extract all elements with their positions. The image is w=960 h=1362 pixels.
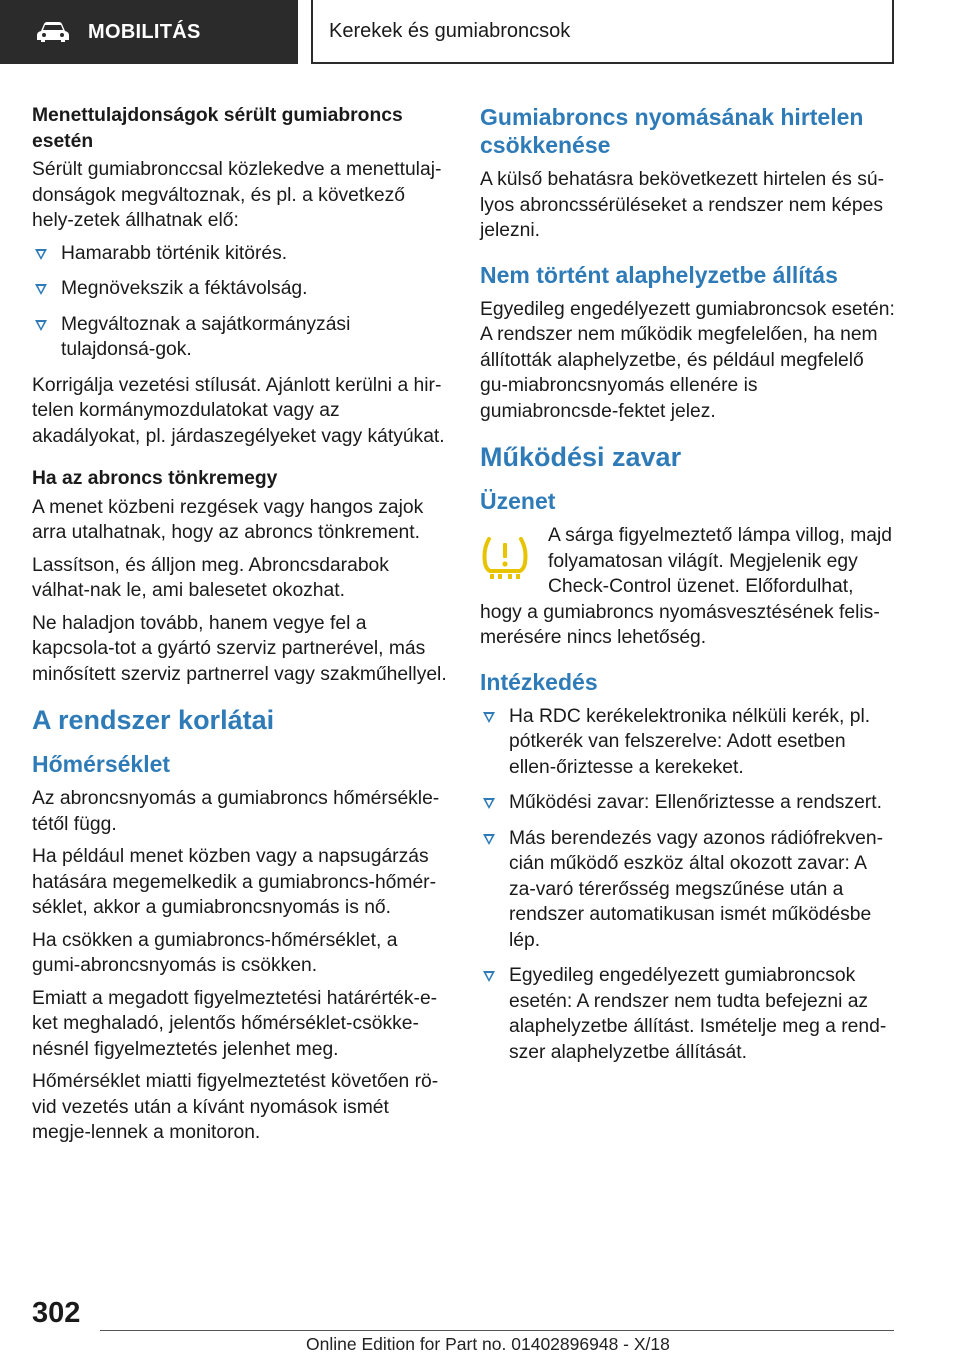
warning-message-block xyxy=(480,523,896,651)
malfunction-heading: Működési zavar xyxy=(480,442,682,472)
right-column xyxy=(480,103,896,1075)
no-reset-heading: Nem történt alaphelyzetbe állítás xyxy=(480,261,838,288)
temperature-p5: Hőmérséklet miatti figyelmeztetést követően rö-vid vezetés után a kívánt nyomások ismét megje-lennek a monitoron. xyxy=(32,1071,439,1143)
message-heading: Üzenet xyxy=(480,488,556,514)
tire-failure-p1: A menet közbeni rezgések vagy hangos zajok arra utalhatnak, hogy az abroncs tönkrement. xyxy=(32,496,424,543)
tire-failure-p3: Ne haladjon tovább, hanem vegye fel a kapcsola-tot a gyártó szerviz partnerével, más minősített szerviz partnerrel vagy szakműhellyel. xyxy=(32,612,447,685)
list-item: Egyedileg engedélyezett gumiabroncsok esetén: A rendszer nem tudta befejezni az alaphelyzetbe állítást. Ismételje meg a rend-szer alaphelyzetbe állítását. xyxy=(480,963,896,1065)
tire-failure-p2: Lassítson, és álljon meg. Abroncsdarabok válhat-nak le, ami balesetet okozhat. xyxy=(32,554,389,601)
sudden-pressure-loss-text: A külső behatásra bekövetkezett hirtelen és sú-lyos abroncssérüléseket a rendszer nem képes jelezni. xyxy=(480,169,885,241)
list-item: Működési zavar: Ellenőriztesse a rendszert. xyxy=(480,790,896,816)
triangle-bullet-icon xyxy=(35,249,47,260)
car-icon xyxy=(36,21,70,43)
driving-advice: Korrigálja vezetési stílusát. Ajánlott kerülni a hir-telen kormánymozdulatokat vagy az akadályokat, pl. járdaszegélyeket vagy kátyúkat. xyxy=(32,374,445,447)
sudden-pressure-loss-heading: Gumiabroncs nyomásának hirtelen csökkenése xyxy=(480,104,864,158)
tire-pressure-warning-icon xyxy=(480,533,530,581)
tire-failure-heading: Ha az abroncs tönkremegy xyxy=(32,468,278,489)
temperature-p3: Ha csökken a gumiabroncs-hőmérséklet, a gumi-abroncsnyomás is csökken. xyxy=(32,929,398,976)
list-item: Megnövekszik a féktávolság. xyxy=(32,276,448,302)
damaged-tire-intro: Sérült gumiabronccsal közlekedve a menettulaj-donságok megváltoznak, és pl. a következő hely-zetek állhatnak elő: xyxy=(32,159,442,231)
section-tab xyxy=(0,0,298,64)
list-item: Ha RDC kerékelektronika nélküli kerék, pl. pótkerék van felszerelve: Adott esetben ellen-őriztesse a kerekeket. xyxy=(480,704,896,781)
list-item: Más berendezés vagy azonos rádiófrekven-cián működő eszköz által okozott zavar: A za-varó térerősség megszűnése után a rendszer automatikusan ismét működésbe lép. xyxy=(480,826,896,954)
list-item: Megváltoznak a sajátkormányzási tulajdonsá-gok. xyxy=(32,312,448,363)
triangle-bullet-icon xyxy=(35,320,47,331)
no-reset-text: Egyedileg engedélyezett gumiabroncsok esetén: A rendszer nem működik megfelelően, ha nem állították alaphelyzetbe, és például megfelelő gu-miabroncsnyomás ellenére is gumiabroncsde-fektet jelez. xyxy=(480,298,895,422)
actions-heading: Intézkedés xyxy=(480,668,598,695)
page-number: 302 xyxy=(32,1297,81,1329)
list-item: Hamarabb történik kitörés. xyxy=(32,241,448,267)
triangle-bullet-icon xyxy=(483,971,495,982)
triangle-bullet-icon xyxy=(483,798,495,809)
damaged-tire-list xyxy=(32,241,448,363)
triangle-bullet-icon xyxy=(483,834,495,845)
edition-note: Online Edition for Part no. 01402896948 - X/18 xyxy=(306,1334,670,1354)
triangle-bullet-icon xyxy=(483,712,495,723)
damaged-tire-heading: Menettulajdonságok sérült gumiabroncs esetén xyxy=(32,105,403,152)
triangle-bullet-icon xyxy=(35,284,47,295)
chapter-tab xyxy=(311,0,894,64)
warning-message-text: A sárga figyelmeztető lámpa villog, majd folyamatosan világít. Megjelenik egy Check-Control üzenet. Előfordulhat, hogy a gumiabroncs nyomásvesztésének felis-merésére nincs lehetőség. xyxy=(480,525,893,648)
temperature-p1: Az abroncsnyomás a gumiabroncs hőmérsékle-tétől függ. xyxy=(32,788,440,835)
temperature-p2: Ha például menet közben vagy a napsugárzás hatására megemelkedik a gumiabroncs-hőmér-séklet, akkor a gumiabroncsnyomás is nő. xyxy=(32,846,437,918)
left-column xyxy=(32,103,448,1153)
actions-list xyxy=(480,704,896,1066)
chapter-title: Kerekek és gumiabroncsok xyxy=(329,19,571,42)
footer-divider xyxy=(100,1330,894,1331)
section-title: MOBILITÁS xyxy=(88,20,201,43)
system-limits-heading: A rendszer korlátai xyxy=(32,705,275,735)
temperature-p4: Emiatt a megadott figyelmeztetési határérték-e-ket meghaladó, jelentős hőmérséklet-csökke-nésnél figyelmeztetés jelenhet meg. xyxy=(32,987,438,1060)
temperature-heading: Hőmérséklet xyxy=(32,751,171,777)
